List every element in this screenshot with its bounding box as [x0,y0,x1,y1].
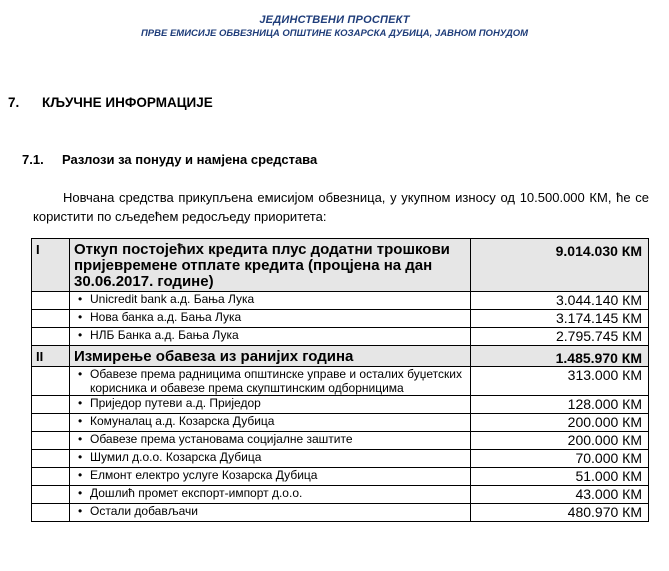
bullet-icon: • [78,396,83,410]
section-title: КЉУЧНЕ ИНФОРМАЦИЈЕ [42,95,213,110]
table-row [32,310,649,328]
document-header-title: ЈЕДИНСТВЕНИ ПРОСПЕКТ [259,14,410,26]
funds-allocation-table [31,238,649,522]
subsection-title: Разлози за понуду и намјена средстава [62,152,318,167]
group-roman-numeral: II [32,346,70,367]
table-row [32,468,649,486]
item-label: • Остали добављачи [70,504,471,522]
subsection-number: 7.1. [22,152,44,167]
group-row [32,346,649,367]
item-label: • НЛБ Банка а.д. Бања Лука [70,328,471,346]
item-amount: 2.795.745 КМ [471,328,649,346]
bullet-icon: • [78,292,83,306]
section-number: 7. [8,95,20,110]
bullet-icon: • [78,450,83,464]
item-label: • Обавезе према установама социјалне заштите [70,432,471,450]
item-amount: 200.000 КМ [471,414,649,432]
bullet-icon: • [78,486,83,500]
bullet-icon: • [78,328,83,342]
group-title: Измирење обавеза из ранијих година [70,346,471,367]
item-amount: 128.000 КМ [471,396,649,414]
subsection-heading [22,152,317,167]
intro-text: Новчана средства прикупљена емисијом обвезница, у укупном износу од 10.500.000 КМ, ће се користити по сљедећем редосљеду приоритета: [33,190,649,224]
section-heading [8,95,213,110]
group-row [32,239,649,292]
bullet-icon: • [78,504,83,518]
item-label: • Нова банка а.д. Бања Лука [70,310,471,328]
item-label: • Елмонт електро услуге Козарска Дубица [70,468,471,486]
table-row [32,396,649,414]
table-row [32,450,649,468]
bullet-icon: • [78,468,83,482]
group-title: Откуп постојећих кредита плус додатни трошкови пријевремене отплате кредита (процјена на дан 30.06.2017. године) [70,239,471,292]
item-amount: 3.044.140 КМ [471,292,649,310]
item-amount: 43.000 КМ [471,486,649,504]
item-amount: 3.174.145 КМ [471,310,649,328]
item-label: • Дошлић промет експорт-импорт д.о.о. [70,486,471,504]
bullet-icon: • [78,414,83,428]
bullet-icon: • [78,432,83,446]
group-amount: 9.014.030 КМ [471,239,649,292]
table-row [32,504,649,522]
bullet-icon: • [78,367,83,381]
table-row [32,486,649,504]
document-header-subtitle: ПРВЕ ЕМИСИЈЕ ОБВЕЗНИЦА ОПШТИНЕ КОЗАРСКА ДУБИЦА, ЈАВНОМ ПОНУДОМ [140,28,529,39]
table-row [32,367,649,396]
item-label: • Комуналац а.д. Козарска Дубица [70,414,471,432]
item-amount: 51.000 КМ [471,468,649,486]
item-amount: 200.000 КМ [471,432,649,450]
item-label: • Обавезе према радницима општинске управе и осталих буџетских корисника и обавезе према скупштинским одборницима [70,367,471,396]
item-amount: 480.970 КМ [471,504,649,522]
group-roman-numeral: I [32,239,70,292]
table-row [32,292,649,310]
group-amount: 1.485.970 КМ [471,346,649,367]
item-amount: 313.000 КМ [471,367,649,396]
intro-paragraph [33,188,649,226]
item-label: • Приједор путеви а.д. Приједор [70,396,471,414]
table-row [32,432,649,450]
bullet-icon: • [78,310,83,324]
item-label: • Шумил д.о.о. Козарска Дубица [70,450,471,468]
item-label: • Unicredit bank а.д. Бања Лука [70,292,471,310]
item-amount: 70.000 КМ [471,450,649,468]
table-row [32,414,649,432]
table-row [32,328,649,346]
